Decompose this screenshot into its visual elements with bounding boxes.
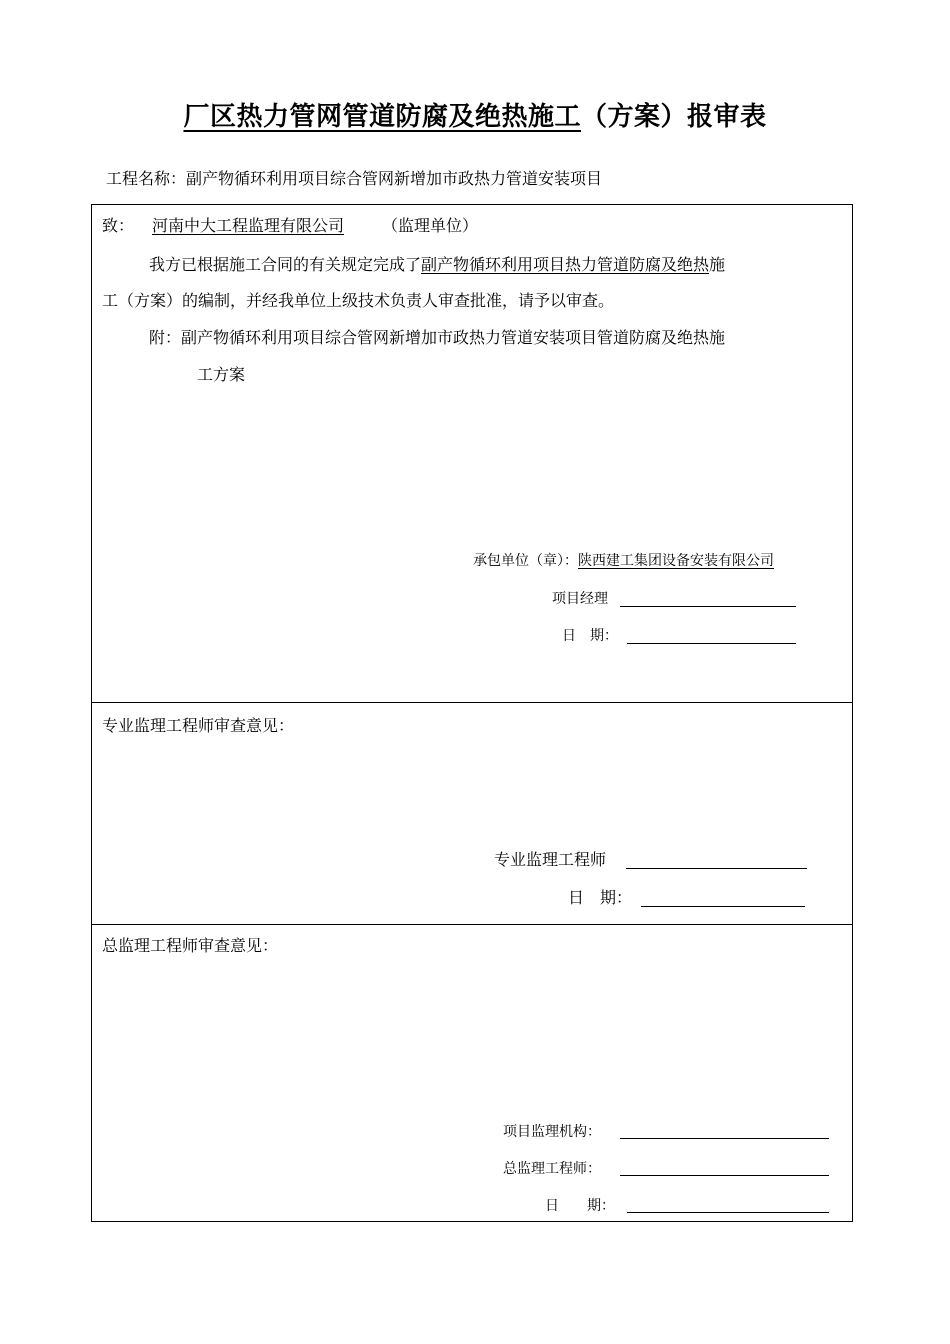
contractor-line	[473, 552, 780, 570]
section3-heading: 总监理工程师审查意见：	[102, 936, 279, 955]
body-paragraph-line1	[149, 255, 725, 275]
section2-heading: 专业监理工程师审查意见：	[102, 716, 295, 735]
form-title	[0, 96, 950, 133]
body-part1: 我方已根据施工合同的有关规定完成了	[149, 255, 422, 274]
s2-date-label: 日 期：	[568, 888, 633, 907]
s3-date-line	[627, 1212, 829, 1213]
org-signature-line	[620, 1138, 829, 1139]
project-name-line	[106, 166, 602, 189]
section-divider-2	[92, 924, 852, 925]
chief-signature-line	[620, 1175, 829, 1176]
org-label: 项目监理机构：	[503, 1124, 601, 1140]
attachment-line2: 工方案	[197, 365, 246, 384]
project-label: 工程名称：	[106, 169, 187, 188]
contractor-name: 陕西建工集团设备安装有限公司	[578, 553, 774, 569]
title-tail: （方案）报审表	[581, 102, 767, 132]
attachment-line1: 附：副产物循环利用项目综合管网新增加市政热力管道安装项目管道防腐及绝热施	[149, 328, 726, 347]
s2-date-line	[641, 906, 805, 907]
supervisor-role: （监理单位）	[382, 216, 479, 235]
engineer-label: 专业监理工程师	[494, 850, 607, 869]
form-table	[91, 204, 853, 1222]
section-divider-1	[92, 702, 852, 703]
to-label: 致：	[102, 216, 135, 235]
pm-label: 项目经理	[552, 591, 608, 607]
contractor-label: 承包单位（章）：	[473, 553, 578, 569]
s3-date-label: 日 期：	[545, 1198, 615, 1214]
s1-date-line	[627, 643, 796, 644]
supervisor-unit: 河南中大工程监理有限公司	[152, 216, 345, 235]
title-main: 厂区热力管网管道防腐及绝热施工	[183, 102, 581, 132]
chief-label: 总监理工程师：	[503, 1161, 601, 1177]
body-paragraph-line2: 工（方案）的编制，并经我单位上级技术负责人审查批准，请予以审查。	[102, 291, 615, 310]
s1-date-label: 日 期：	[562, 628, 618, 644]
to-line	[102, 216, 478, 236]
body-part2: 施	[709, 255, 726, 274]
engineer-signature-line	[626, 868, 807, 869]
project-name: 副产物循环利用项目综合管网新增加市政热力管道安装项目	[186, 169, 603, 188]
pm-signature-line	[620, 606, 796, 607]
body-underlined: 副产物循环利用项目热力管道防腐及绝热	[421, 255, 710, 274]
